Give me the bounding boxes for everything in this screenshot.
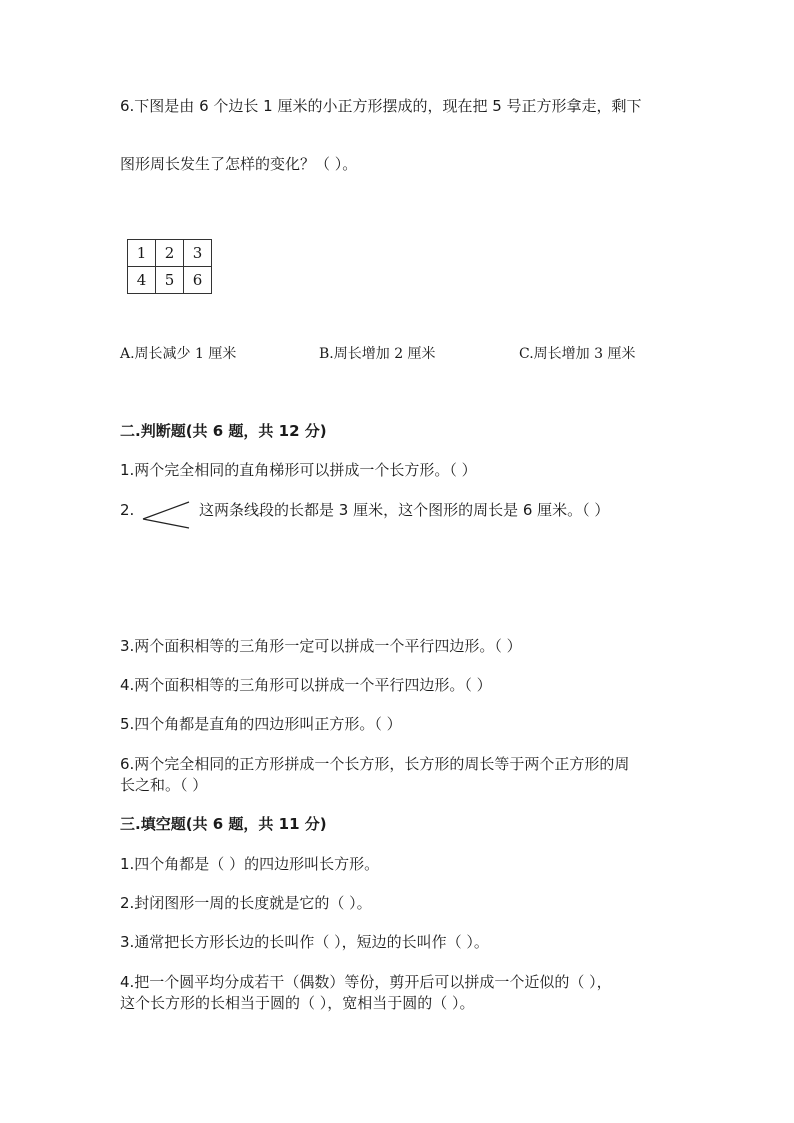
grid-cell-1: 1 — [128, 240, 156, 267]
section-3-question-4-line-2: 这个长方形的长相当于圆的（ ），宽相当于圆的（ ）。 — [120, 994, 475, 1012]
section-2-question-2-number: 2. — [120, 501, 135, 519]
choice-a: A.周长减少 1 厘米 — [120, 346, 237, 362]
grid-cell-6: 6 — [184, 267, 212, 294]
section-3-title: 三.填空题(共 6 题，共 11 分) — [120, 815, 327, 833]
question-6-line-2: 图形周长发生了怎样的变化？（ ）。 — [120, 155, 358, 173]
section-2-question-6-line-1: 6.两个完全相同的正方形拼成一个长方形，长方形的周长等于两个正方形的周 — [120, 755, 630, 773]
grid-cell-4: 4 — [128, 267, 156, 294]
section-2-question-2-text: 这两条线段的长都是 3 厘米，这个图形的周长是 6 厘米。（ ） — [199, 501, 610, 519]
section-2-question-1: 1.两个完全相同的直角梯形可以拼成一个长方形。（ ） — [120, 461, 477, 479]
segment-upper — [143, 502, 189, 519]
square-grid-figure — [127, 239, 212, 294]
choice-b: B.周长增加 2 厘米 — [319, 346, 436, 362]
question-6-line-1: 6.下图是由 6 个边长 1 厘米的小正方形摆成的，现在把 5 号正方形拿走，剩下 — [120, 97, 642, 115]
choice-c: C.周长增加 3 厘米 — [519, 346, 636, 362]
section-3-question-4-line-1: 4.把一个圆平均分成若干（偶数）等份，剪开后可以拼成一个近似的（ ）， — [120, 973, 612, 991]
grid-cell-2: 2 — [156, 240, 184, 267]
angle-figure — [140, 498, 192, 536]
section-3-question-3: 3.通常把长方形长边的长叫作（ ），短边的长叫作（ ）。 — [120, 933, 489, 951]
section-2-question-6-line-2: 长之和。（ ） — [120, 776, 208, 794]
section-2-question-4: 4.两个面积相等的三角形可以拼成一个平行四边形。（ ） — [120, 676, 492, 694]
section-2-title: 二.判断题(共 6 题，共 12 分) — [120, 422, 327, 440]
segment-lower — [143, 519, 189, 528]
section-2-question-3: 3.两个面积相等的三角形一定可以拼成一个平行四边形。（ ） — [120, 637, 522, 655]
section-3-question-2: 2.封闭图形一周的长度就是它的（ ）。 — [120, 894, 372, 912]
section-3-question-1: 1.四个角都是（ ）的四边形叫长方形。 — [120, 855, 380, 873]
grid-cell-3: 3 — [184, 240, 212, 267]
section-2-question-5: 5.四个角都是直角的四边形叫正方形。（ ） — [120, 715, 402, 733]
grid-cell-5: 5 — [156, 267, 184, 294]
